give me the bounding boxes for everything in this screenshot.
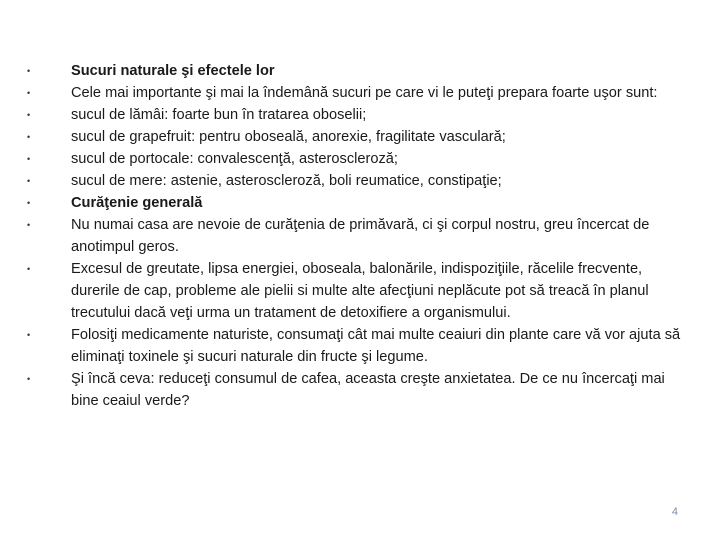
item-text: Curăţenie generală — [71, 195, 203, 211]
item-text: sucul de portocale: convalescenţă, asteroscleroză; — [71, 151, 398, 167]
bullet-icon: • — [27, 374, 31, 384]
bullet-icon: • — [27, 198, 31, 208]
list-item — [24, 60, 692, 82]
bullet-icon: • — [27, 110, 31, 120]
item-text: sucul de mere: astenie, asteroscleroză, boli reumatice, constipaţie; — [71, 173, 502, 189]
list-item — [24, 192, 692, 214]
list-item — [24, 170, 692, 192]
bullet-icon: • — [27, 264, 31, 274]
bullet-icon: • — [27, 330, 31, 340]
bullet-icon: • — [27, 176, 31, 186]
bullet-icon: • — [27, 154, 31, 164]
item-text: Sucuri naturale şi efectele lor — [71, 63, 275, 79]
item-text: Şi încă ceva: reduceţi consumul de cafea, aceasta creşte anxietatea. De ce nu încercaţi mai bine ceaiul verde? — [71, 371, 665, 409]
bullet-icon: • — [27, 66, 31, 76]
item-text: sucul de grapefruit: pentru oboseală, anorexie, fragilitate vasculară; — [71, 129, 506, 145]
item-text: sucul de lămâi: foarte bun în tratarea oboselii; — [71, 107, 367, 123]
list-item — [24, 214, 692, 258]
list-item — [24, 104, 692, 126]
page-number: 4 — [671, 506, 678, 518]
bullet-icon: • — [27, 220, 31, 230]
item-text: Cele mai importante şi mai la îndemână sucuri pe care vi le puteţi prepara foarte uşor sunt: — [71, 85, 658, 101]
list-item — [24, 82, 692, 104]
list-item — [24, 324, 692, 368]
bullet-icon: • — [27, 132, 31, 142]
list-item — [24, 148, 692, 170]
list-item — [24, 126, 692, 148]
item-text: Excesul de greutate, lipsa energiei, oboseala, balonările, indispoziţiile, răcelile frecvente, durerile de cap, probleme ale pielii si multe alte afecţiuni neplăcute pot să treacă în planul trecutului dacă veţi urma un tratament de detoxifiere a organismului. — [71, 261, 649, 321]
bullet-list — [24, 60, 692, 412]
list-item — [24, 368, 692, 412]
item-text: Folosiţi medicamente naturiste, consumaţi cât mai multe ceaiuri din plante care vă vor ajuta să eliminaţi toxinele şi sucuri naturale din fructe şi legume. — [71, 327, 681, 365]
list-item — [24, 258, 692, 324]
bullet-icon: • — [27, 88, 31, 98]
item-text: Nu numai casa are nevoie de curăţenia de primăvară, ci şi corpul nostru, greu încercat de anotimpul geros. — [71, 217, 650, 255]
